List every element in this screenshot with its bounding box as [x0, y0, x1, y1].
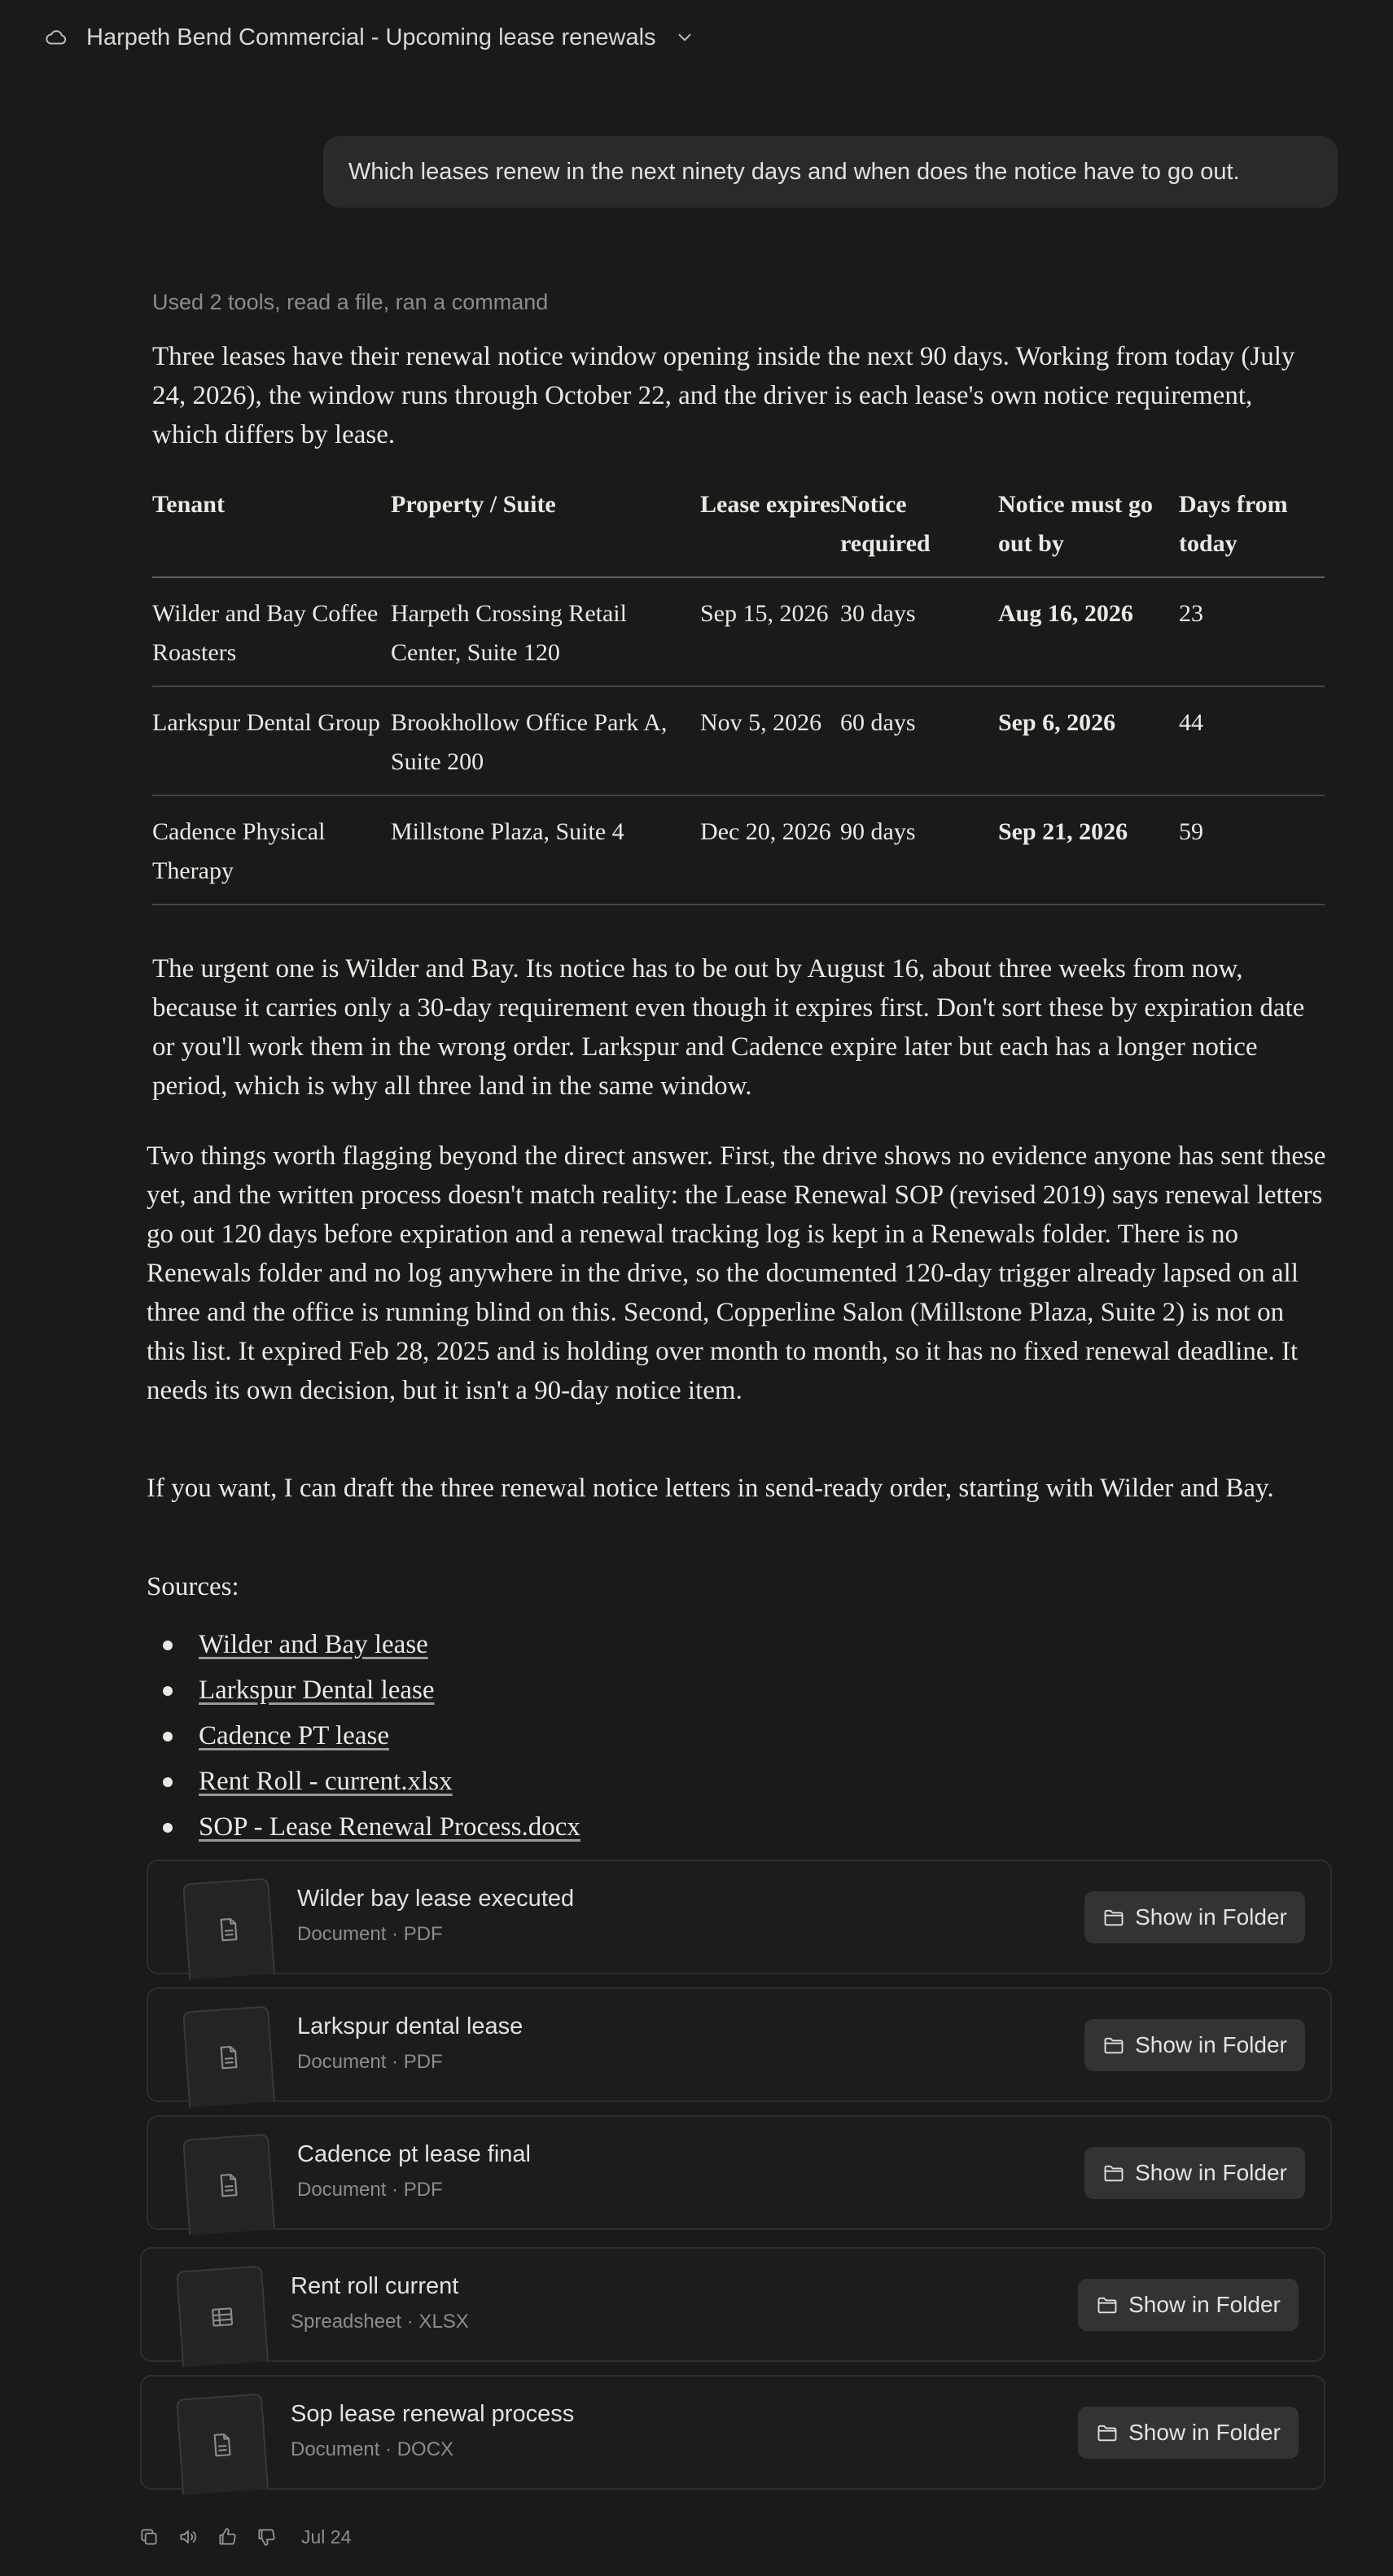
cell-tenant: Larkspur Dental Group — [152, 686, 391, 795]
cell-notice-deadline: Sep 21, 2026 — [998, 795, 1179, 905]
source-link[interactable]: SOP - Lease Renewal Process.docx — [199, 1812, 580, 1842]
user-message-bubble — [323, 136, 1338, 208]
file-card[interactable] — [147, 1987, 1332, 2102]
message-date: Jul 24 — [301, 2526, 352, 2548]
show-in-folder-button[interactable] — [1084, 2147, 1305, 2199]
folder-icon — [1102, 2034, 1125, 2057]
cell-lease-expires: Sep 15, 2026 — [700, 577, 840, 686]
document-icon — [182, 1877, 275, 1979]
table-row — [152, 686, 1325, 795]
spreadsheet-icon — [176, 2265, 269, 2367]
speaker-icon[interactable] — [177, 2526, 199, 2548]
column-header-notice-required: Notice required — [840, 485, 998, 577]
column-header-lease-expires: Lease expires — [700, 485, 840, 577]
table-header-row — [152, 485, 1325, 577]
cell-tenant: Wilder and Bay Coffee Roasters — [152, 577, 391, 686]
cell-days-from-today: 23 — [1179, 577, 1325, 686]
list-item — [163, 1625, 580, 1671]
cell-property: Harpeth Crossing Retail Center, Suite 120 — [391, 577, 700, 686]
copy-icon[interactable] — [138, 2526, 160, 2548]
folder-icon — [1102, 2162, 1125, 2184]
show-in-folder-label: Show in Folder — [1135, 2160, 1287, 2185]
thumbs-up-icon[interactable] — [217, 2526, 238, 2548]
file-name: Rent roll current — [291, 2273, 459, 2299]
cell-notice-required: 90 days — [840, 795, 998, 905]
file-card[interactable] — [147, 1860, 1332, 1974]
cloud-icon — [44, 25, 68, 50]
cell-property: Millstone Plaza, Suite 4 — [391, 795, 700, 905]
file-card[interactable] — [140, 2375, 1325, 2490]
file-type: Document · PDF — [297, 1923, 443, 1945]
show-in-folder-label: Show in Folder — [1128, 2420, 1281, 2445]
cell-days-from-today: 44 — [1179, 686, 1325, 795]
source-link[interactable]: Rent Roll - current.xlsx — [199, 1767, 453, 1796]
list-item — [163, 1671, 580, 1716]
flag-paragraph: Two things worth flagging beyond the direct answer. First, the drive shows no evidence anyone has sent these yet, and the written process doesn't match reality: the Lease Renewal SOP (revised 2019) says renewal letters go out 120 days before expiration and a renewal tracking log is kept in a Renewals folder. There is no Renewals folder and no log anywhere in the drive, so the documented 120-day trigger already lapsed on all three and the office is running blind on this. Second, Copperline Salon (Millstone Plaza, Suite 2) is not on this list. It expired Feb 28, 2025 and is holding over month to month, so it has no fixed renewal deadline. It needs its own decision, but it isn't a 90-day notice item. — [147, 1141, 1326, 1405]
file-name: Cadence pt lease final — [297, 2141, 531, 2167]
folder-icon — [1096, 2293, 1119, 2316]
file-name: Sop lease renewal process — [291, 2401, 575, 2427]
cell-days-from-today: 59 — [1179, 795, 1325, 905]
folder-icon — [1096, 2421, 1119, 2444]
document-icon — [182, 2133, 275, 2235]
conversation-header — [44, 21, 695, 54]
show-in-folder-button[interactable] — [1084, 1891, 1305, 1943]
intro-paragraph: Three leases have their renewal notice window opening inside the next 90 days. Working from today (July 24, 2026), the window runs through October 22, and the driver is each lease's own notice requirement, which differs by lease. — [152, 342, 1295, 449]
bullet — [163, 1777, 173, 1787]
file-card[interactable] — [140, 2247, 1325, 2362]
bullet — [163, 1732, 173, 1741]
cell-notice-deadline: Sep 6, 2026 — [998, 686, 1179, 795]
document-icon — [176, 2393, 269, 2495]
tools-summary[interactable]: Used 2 tools, read a file, ran a command — [152, 290, 549, 314]
column-header-notice-deadline: Notice must go out by — [998, 485, 1179, 577]
folder-icon — [1102, 1906, 1125, 1929]
file-name: Larkspur dental lease — [297, 2013, 523, 2039]
file-name: Wilder bay lease executed — [297, 1886, 575, 1912]
offer-paragraph: If you want, I can draft the three renewal notice letters in send-ready order, starting with Wilder and Bay. — [147, 1474, 1274, 1503]
cell-lease-expires: Nov 5, 2026 — [700, 686, 840, 795]
file-type: Document · DOCX — [291, 2438, 454, 2460]
source-link[interactable]: Cadence PT lease — [199, 1721, 389, 1750]
bullet — [163, 1686, 173, 1696]
sources-list — [163, 1625, 580, 1853]
lease-renewal-table — [152, 485, 1325, 905]
sources-label: Sources: — [147, 1572, 239, 1601]
show-in-folder-label: Show in Folder — [1128, 2292, 1281, 2317]
chevron-down-icon[interactable] — [674, 27, 695, 48]
list-item — [163, 1762, 580, 1807]
cell-notice-required: 30 days — [840, 577, 998, 686]
list-item — [163, 1807, 580, 1853]
source-link[interactable]: Larkspur Dental lease — [199, 1676, 435, 1705]
file-card[interactable] — [147, 2115, 1332, 2230]
list-item — [163, 1716, 580, 1762]
message-actions — [138, 2522, 351, 2552]
show-in-folder-label: Show in Folder — [1135, 1904, 1287, 1930]
column-header-tenant: Tenant — [152, 485, 391, 577]
table-row — [152, 577, 1325, 686]
urgent-paragraph: The urgent one is Wilder and Bay. Its notice has to be out by August 16, about three weeks from now, because it carries only a 30-day requirement even though it expires first. Don't sort these by expiration date or you'll work them in the wrong order. Larkspur and Cadence expire later but each has a longer notice period, which is why all three land in the same window. — [152, 954, 1305, 1101]
bullet — [163, 1641, 173, 1650]
file-type: Document · PDF — [297, 2051, 443, 2073]
cell-notice-required: 60 days — [840, 686, 998, 795]
thumbs-down-icon[interactable] — [256, 2526, 277, 2548]
table-row — [152, 795, 1325, 905]
user-message-text: Which leases renew in the next ninety days and when does the notice have to go out. — [348, 158, 1240, 185]
show-in-folder-button[interactable] — [1084, 2019, 1305, 2071]
bullet — [163, 1823, 173, 1833]
cell-notice-deadline: Aug 16, 2026 — [998, 577, 1179, 686]
file-type: Document · PDF — [297, 2179, 443, 2201]
cell-lease-expires: Dec 20, 2026 — [700, 795, 840, 905]
conversation-title[interactable]: Harpeth Bend Commercial - Upcoming lease renewals — [86, 24, 656, 50]
show-in-folder-button[interactable] — [1078, 2407, 1299, 2459]
column-header-property: Property / Suite — [391, 485, 700, 577]
document-icon — [182, 2005, 275, 2107]
cell-property: Brookhollow Office Park A, Suite 200 — [391, 686, 700, 795]
column-header-days-from-today: Days from today — [1179, 485, 1325, 577]
show-in-folder-label: Show in Folder — [1135, 2032, 1287, 2057]
cell-tenant: Cadence Physical Therapy — [152, 795, 391, 905]
show-in-folder-button[interactable] — [1078, 2279, 1299, 2331]
source-link[interactable]: Wilder and Bay lease — [199, 1630, 428, 1659]
file-type: Spreadsheet · XLSX — [291, 2311, 469, 2333]
